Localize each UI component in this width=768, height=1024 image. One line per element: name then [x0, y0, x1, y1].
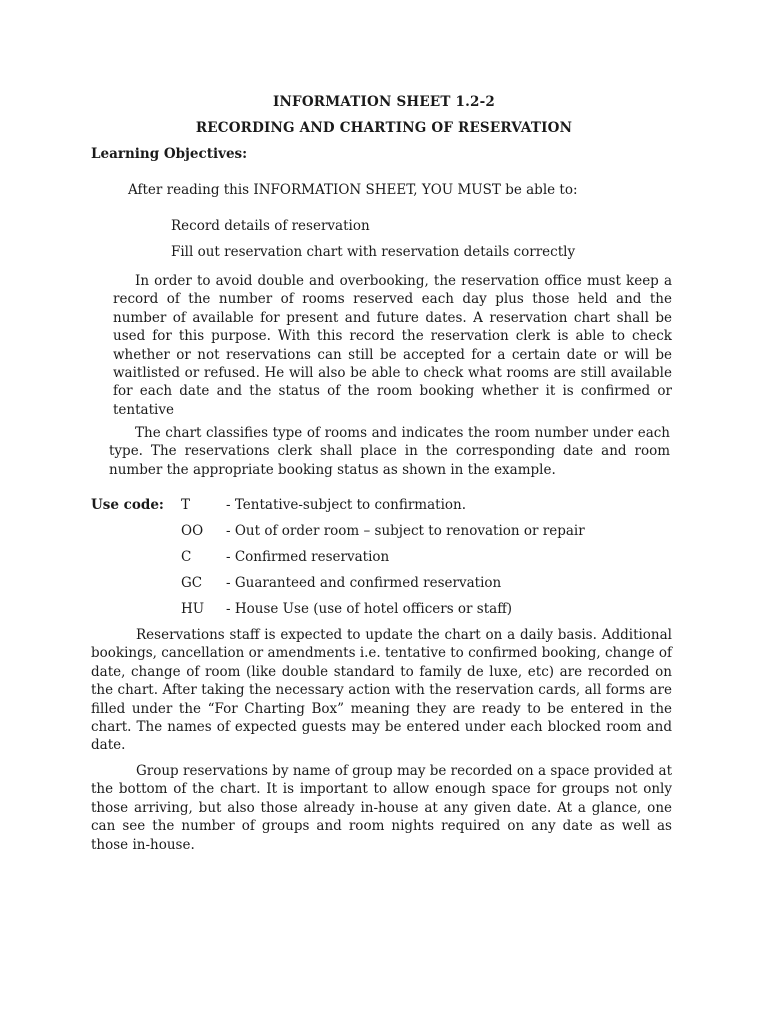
intro-sentence: After reading this INFORMATION SHEET, YOU MUST be able to:	[128, 182, 578, 198]
learning-objectives-heading: Learning Objectives:	[91, 146, 248, 162]
paragraph-chart-updates: Reservations staff is expected to update the chart on a daily basis. Additional bookings, cancellation or amendments i.e. tentative to confirmed booking, change of date, change of room (like double standard to family de luxe, etc) are recorded on the chart. After taking the necessary action with the reservation cards, all forms are filled under the “For Charting Box” meaning they are ready to be entered in the chart. The names of expected guests may be entered under each blocked room and date.	[91, 627, 672, 754]
paragraph-reservation-chart-purpose: In order to avoid double and overbooking, the reservation office must keep a record of the number of rooms reserved each day plus those held and the number of available for present and future dates. A reservation chart shall be used for this purpose. With this record the reservation clerk is able to check whether or not reservations can still be accepted for a certain date or will be waitlisted or refused. He will also be able to check what rooms are still available for each date and the status of the room booking whether it is confirmed or tentative	[113, 273, 672, 418]
code-row	[181, 575, 641, 595]
code-row	[181, 523, 641, 543]
code-key: T	[181, 497, 191, 513]
paragraph-chart-classification: The chart classifies type of rooms and indicates the room number under each type. The reservations clerk shall place in the corresponding date and room number the appropriate booking status as shown in the example.	[109, 425, 670, 478]
objective-item: Record details of reservation	[171, 218, 370, 234]
code-key: HU	[181, 601, 205, 617]
paragraph-group-reservations: Group reservations by name of group may be recorded on a space provided at the bottom of the chart. It is important to allow enough space for groups not only those arriving, but also those already in-house at any given date. At a glance, one can see the number of groups and room nights required on any date as well as those in-house.	[91, 763, 672, 853]
sheet-title: INFORMATION SHEET 1.2-2	[273, 94, 495, 110]
code-description: - Confirmed reservation	[226, 549, 390, 565]
code-row	[181, 549, 641, 569]
code-row	[181, 497, 641, 517]
code-description: - House Use (use of hotel officers or staff)	[226, 601, 513, 617]
code-key: GC	[181, 575, 203, 591]
code-key: C	[181, 549, 192, 565]
code-key: OO	[181, 523, 204, 539]
code-description: - Tentative-subject to confirmation.	[226, 497, 466, 513]
sheet-subtitle: RECORDING AND CHARTING OF RESERVATION	[195, 120, 573, 136]
use-code-label: Use code:	[91, 497, 164, 513]
code-description: - Out of order room – subject to renovation or repair	[226, 523, 585, 539]
objective-item: Fill out reservation chart with reservation details correctly	[171, 244, 576, 260]
code-description: - Guaranteed and confirmed reservation	[226, 575, 502, 591]
code-row	[181, 601, 641, 621]
